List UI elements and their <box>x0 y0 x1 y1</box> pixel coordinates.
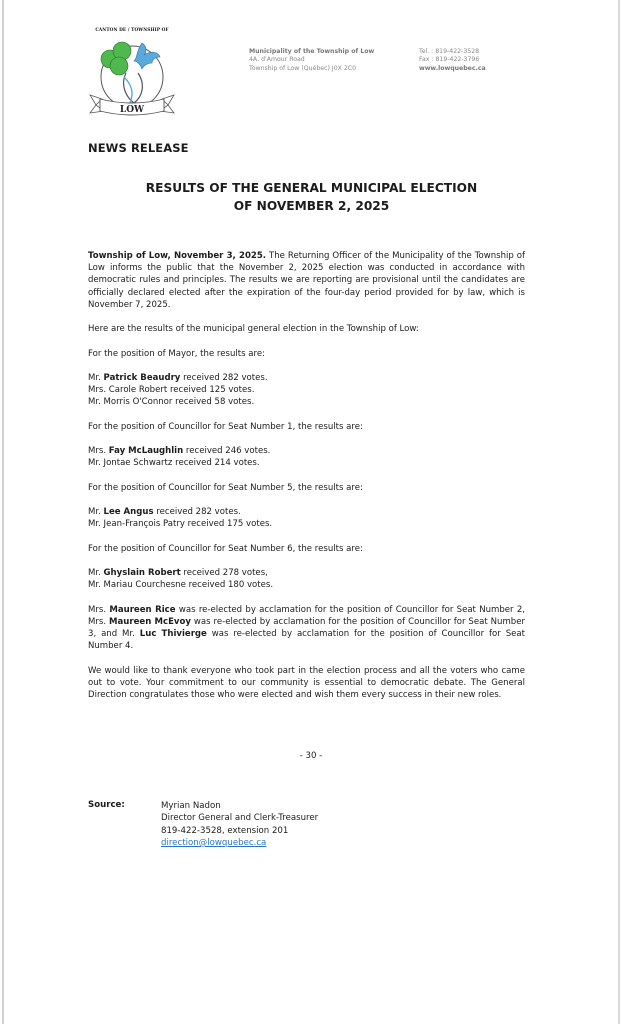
race-seat-5 <box>88 482 525 531</box>
candidate-result: Mrs. Fay McLaughlin received 246 votes. <box>88 446 271 457</box>
candidate-list <box>88 567 525 591</box>
race-heading: For the position of Councillor for Seat Number 5, the results are: <box>88 482 363 493</box>
results-intro: Here are the results of the municipal general election in the Township of Low: <box>88 324 419 335</box>
candidate-result: Mr. Ghyslain Robert received 278 votes, <box>88 568 268 579</box>
acclamation-paragraph: Mrs. Maureen Rice was re-elected by acclamation for the position of Councillor for Seat Number 2, Mrs. Maureen McEvoy was re-elected by acclamation for the position of Councillor for Seat Number 3, and Mr. Luc Thivierge was re-elected by acclamation for the position of Councillor for Seat Number 4. <box>88 604 525 652</box>
candidate-name: Jean-François Patry <box>103 519 185 530</box>
candidate-name: Mariau Courchesne <box>103 580 186 591</box>
title-line-2: OF NOVEMBER 2, 2025 <box>233 199 390 213</box>
letterhead-address <box>249 48 374 73</box>
acclaimed-name: Luc Thivierge <box>139 629 207 640</box>
letterhead-contact <box>419 48 486 73</box>
race-heading: For the position of Councillor for Seat Number 6, the results are: <box>88 543 363 554</box>
intro-text: The Returning Officer of the Municipality of the Township of Low informs the public that the November 2, 2025 election was conducted in accordance with democratic rules and principles. The results we are reporting are provisional until the candidates are officially declared elected after the expiration of the four-day period provided for by law, which is November 7, 2025. <box>88 251 525 310</box>
address-line-2: Township of Low (Québec) J0X 2C0 <box>249 64 357 72</box>
acclaimed-name: Maureen Rice <box>109 604 176 615</box>
candidate-name: Morris O'Connor <box>103 397 173 408</box>
candidate-list <box>88 372 525 409</box>
candidate-result: Mr. Jean-François Patry received 175 votes. <box>88 519 273 530</box>
source-phone: 819-422-3528, extension 201 <box>161 825 289 836</box>
candidate-list <box>88 445 525 469</box>
document-body <box>88 250 525 714</box>
end-mark: - 30 - <box>299 751 323 761</box>
website: www.lowquebec.ca <box>419 64 486 72</box>
candidate-result: Mrs. Carole Robert received 125 votes. <box>88 385 255 396</box>
source-role: Director General and Clerk-Treasurer <box>161 813 319 824</box>
candidate-list <box>88 506 525 530</box>
municipality-name: Municipality of the Township of Low <box>249 48 375 55</box>
race-seat-6 <box>88 543 525 592</box>
township-logo <box>86 28 178 116</box>
logo-caption: CANTON DE / TOWNSHIP OF <box>95 28 169 33</box>
candidate-name: Fay McLaughlin <box>108 446 184 457</box>
source-label: Source: <box>88 800 125 810</box>
scan-edge-left <box>2 0 4 1024</box>
candidate-name: Carole Robert <box>108 385 168 396</box>
candidate-name: Lee Angus <box>103 507 154 518</box>
candidate-result: Mr. Patrick Beaudry received 282 votes. <box>88 372 268 383</box>
document-title <box>88 179 535 215</box>
dateline: Township of Low, November 3, 2025. <box>88 251 267 261</box>
candidate-result: Mr. Lee Angus received 282 votes. <box>88 507 241 518</box>
source-contact <box>161 800 318 849</box>
race-heading: For the position of Councillor for Seat Number 1, the results are: <box>88 421 363 432</box>
candidate-result: Mr. Morris O'Connor received 58 votes. <box>88 397 255 408</box>
race-heading: For the position of Mayor, the results are: <box>88 348 265 359</box>
intro-paragraph <box>88 250 525 311</box>
scan-edge-right <box>618 0 620 1024</box>
source-name: Myrian Nadon <box>161 801 221 811</box>
address-line-1: 4A, d'Amour Road <box>249 56 305 64</box>
title-line-1: RESULTS OF THE GENERAL MUNICIPAL ELECTION <box>145 181 478 195</box>
candidate-name: Ghyslain Robert <box>103 568 181 579</box>
candidate-name: Jontae Schwartz <box>103 458 173 469</box>
logo-banner-text: LOW <box>119 105 145 115</box>
news-release-label: NEWS RELEASE <box>88 141 189 155</box>
fax: Fax : 819-422-3796 <box>419 56 480 64</box>
source-email-link[interactable]: direction@lowquebec.ca <box>161 837 267 848</box>
candidate-result: Mr. Mariau Courchesne received 180 votes. <box>88 580 274 591</box>
candidate-result: Mr. Jontae Schwartz received 214 votes. <box>88 458 260 469</box>
candidate-name: Patrick Beaudry <box>103 372 181 383</box>
closing-paragraph: We would like to thank everyone who took part in the election process and all the voters who came out to vote. Your commitment to our community is essential to democratic debate. The General Direction congratulates those who were elected and wish them every success in their new roles. <box>88 665 525 701</box>
race-seat-1 <box>88 421 525 470</box>
telephone: Tel. : 819-422-3528 <box>419 48 480 55</box>
logo-emblem-icon <box>86 33 178 119</box>
acclaimed-name: Maureen McEvoy <box>109 616 191 627</box>
race-mayor <box>88 348 525 409</box>
